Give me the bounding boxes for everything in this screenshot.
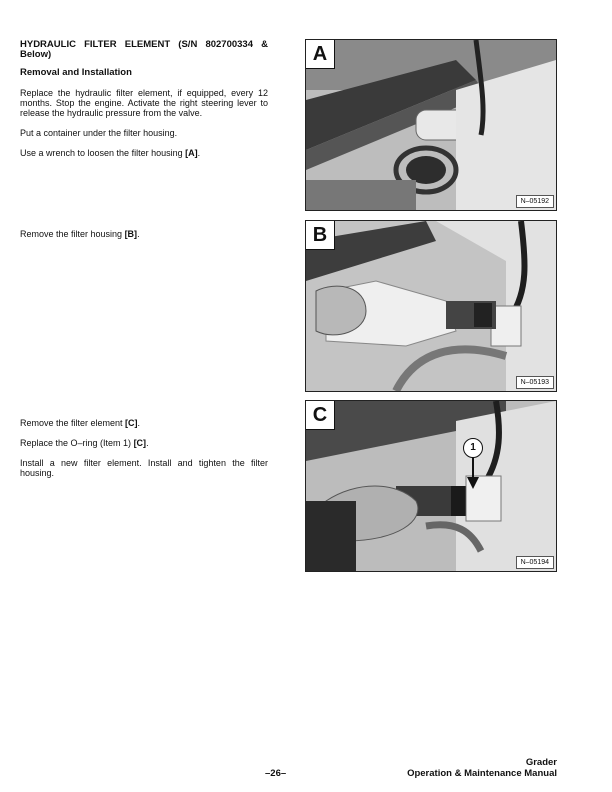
figure-ref-c-oring: [C] — [133, 438, 147, 448]
figure-a-code: N–05192 — [516, 195, 554, 208]
manual-title-line2: Operation & Maintenance Manual — [407, 768, 557, 779]
container-paragraph: Put a container under the filter housing. — [20, 128, 178, 138]
figure-c-illustration — [306, 401, 556, 571]
figure-b-code: N–05193 — [516, 376, 554, 389]
text-section-c — [20, 418, 268, 488]
figure-c-label: C — [306, 401, 335, 430]
step-remove-housing: Remove the filter housing [B]. — [20, 229, 140, 239]
callout-item-1: 1 — [463, 438, 483, 458]
figure-ref-a: [A] — [185, 148, 198, 158]
manual-title — [407, 757, 557, 779]
section-heading: HYDRAULIC FILTER ELEMENT (S/N 802700334 & Below) — [20, 39, 268, 60]
figure-c-code: N–05194 — [516, 556, 554, 569]
step-loosen-housing: Use a wrench to loosen the filter housing [A]. — [20, 148, 201, 158]
figure-b-illustration — [306, 221, 556, 391]
figure-b-label: B — [306, 221, 335, 250]
figure-a-illustration — [306, 40, 556, 210]
section-subheading: Removal and Installation — [20, 67, 132, 78]
figure-ref-b: [B] — [124, 229, 138, 239]
text-section-b — [20, 229, 268, 249]
intro-paragraph: Replace the hydraulic filter element, if equipped, every 12 months. Stop the engine. Activate the right steering lever to release the hydraulic pressure from the valve. — [20, 88, 268, 118]
page-number: –26– — [265, 768, 287, 779]
step-remove-element: Remove the filter element [C]. — [20, 418, 141, 428]
step-install-element: Install a new filter element. Install and tighten the filter housing. — [20, 458, 268, 478]
figure-a-photo — [305, 39, 557, 211]
figure-c-photo — [305, 400, 557, 572]
figure-b-photo — [305, 220, 557, 392]
manual-title-line1: Grader — [525, 757, 557, 768]
figure-ref-c: [C] — [125, 418, 138, 428]
figure-a-label: A — [306, 40, 335, 69]
step-replace-oring: Replace the O–ring (Item 1) [C]. — [20, 438, 149, 448]
text-section-a — [20, 40, 268, 168]
